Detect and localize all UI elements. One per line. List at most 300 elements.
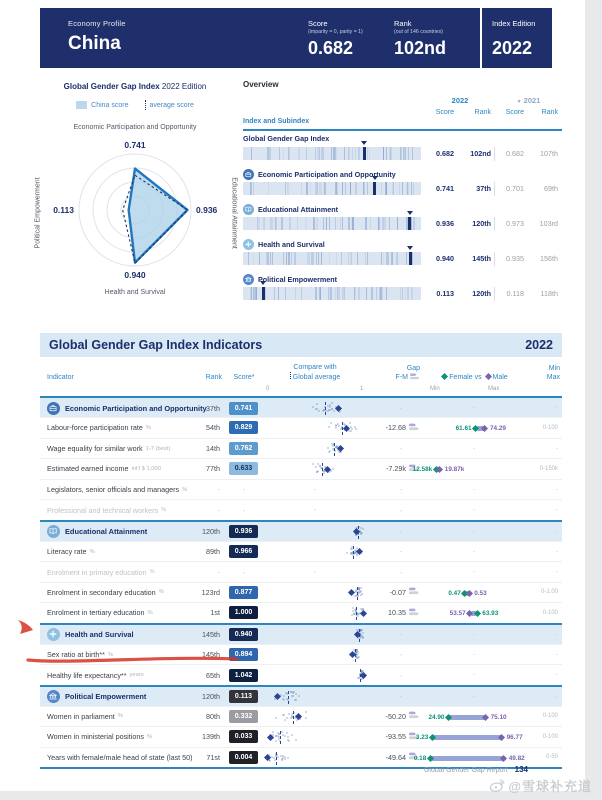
indicator-name <box>40 464 198 473</box>
col-female-vs-male <box>422 373 526 382</box>
distribution-dot <box>315 408 317 410</box>
minmax-empty: - <box>556 693 558 700</box>
radar-title <box>28 82 242 91</box>
distribution-dot <box>287 736 289 738</box>
government-icon <box>47 690 60 703</box>
distribution-tick <box>258 217 259 230</box>
distribution-dot <box>295 739 297 741</box>
indicator-rank: 65th <box>206 670 220 680</box>
gap-bars-icon <box>410 373 420 380</box>
distribution-tick <box>285 182 286 195</box>
compare-track <box>267 439 363 459</box>
overview-row-label: Educational Attainment <box>258 205 338 214</box>
gap-cell <box>366 587 422 597</box>
distribution-dot <box>282 734 284 736</box>
rank-2021: 103rd <box>539 219 558 228</box>
compare-cell <box>264 459 366 479</box>
health-icon <box>243 239 254 250</box>
distribution-dot <box>330 422 332 424</box>
indicator-rank: 120th <box>202 527 220 536</box>
indicator-row <box>40 747 562 768</box>
minmax-empty: - <box>556 507 558 513</box>
scale-max: Max <box>488 386 500 392</box>
indicator-unit: % <box>145 424 152 431</box>
score-chip: 1.000 <box>229 606 258 619</box>
minmax-empty: - <box>556 672 558 678</box>
distribution-dot <box>284 758 286 760</box>
distribution-tick <box>345 182 346 195</box>
country-marker <box>373 182 376 195</box>
distribution-tick <box>350 252 351 265</box>
compare-track <box>267 727 363 747</box>
gap-empty: - <box>399 527 402 536</box>
distribution-dot <box>349 422 351 424</box>
indicator-label: Literacy rate <box>47 547 87 556</box>
distribution-tick <box>402 182 403 195</box>
score-chip: 0.877 <box>229 586 258 599</box>
indicator-group-row <box>40 520 562 541</box>
min-value-label: 24.90 <box>428 713 445 721</box>
indicator-unit: % <box>149 569 155 575</box>
indicators-banner <box>40 333 562 357</box>
radar-legend <box>28 100 242 110</box>
indicator-name <box>40 732 198 741</box>
overview-col-rank-2021: Rank <box>541 109 558 116</box>
gap-empty: - <box>399 505 402 515</box>
distribution-dot <box>295 693 297 695</box>
distribution-tick <box>313 217 314 230</box>
distribution-strip <box>243 287 421 300</box>
column-divider <box>494 147 495 161</box>
minmax-range: 0-100 <box>542 609 558 616</box>
edition-label: Index Edition <box>492 19 536 28</box>
distribution-tick <box>319 287 320 300</box>
indicator-row <box>40 499 562 520</box>
min-value-label: 61.61 <box>455 425 472 432</box>
distribution-tick <box>392 252 393 265</box>
indicator-rank: 145th <box>202 630 220 639</box>
distribution-tick <box>326 217 327 230</box>
distribution-tick <box>285 287 286 300</box>
indicator-row <box>40 644 562 665</box>
distribution-dot <box>275 735 277 737</box>
distribution-tick <box>295 252 296 265</box>
distribution-dot <box>318 410 320 412</box>
distribution-dot <box>286 732 288 734</box>
country-name: China <box>68 33 121 54</box>
distribution-dot <box>312 406 314 408</box>
distribution-dot <box>283 695 285 697</box>
score-cell <box>224 586 264 599</box>
col-score: Score* <box>233 374 255 381</box>
page-footer <box>424 765 528 774</box>
indicator-row <box>40 479 562 500</box>
legend-average-label: average score <box>149 101 194 109</box>
government-icon <box>243 274 254 285</box>
distribution-tick <box>305 217 306 230</box>
male-diamond <box>500 754 507 761</box>
indicator-rank: 37th <box>206 403 220 413</box>
distribution-tick <box>311 252 312 265</box>
compare-cell <box>264 542 366 562</box>
watermark-text: @雪球补充道 <box>508 779 592 794</box>
distribution-tick <box>391 147 392 160</box>
distribution-tick <box>366 287 367 300</box>
scale-one: 1 <box>360 386 364 392</box>
marker-triangle-icon <box>407 211 413 218</box>
score-2021: 0.701 <box>506 184 524 193</box>
distribution-strip <box>243 147 421 160</box>
indicator-row <box>40 561 562 582</box>
male-diamond <box>482 713 489 720</box>
max-value-label: 96.77 <box>506 734 523 741</box>
overview-col-index: Index and Subindex <box>243 118 310 125</box>
distribution-tick <box>402 287 403 300</box>
gap-value: -49.64 <box>385 752 406 762</box>
indicator-label: Enrolment in tertiary education <box>47 608 145 618</box>
indicator-name <box>40 568 198 577</box>
distribution-tick <box>315 287 316 300</box>
score-empty: - <box>242 485 246 494</box>
distribution-tick <box>381 182 382 195</box>
distribution-tick <box>401 147 402 160</box>
global-average-line <box>356 607 357 620</box>
column-divider <box>494 182 495 196</box>
indicator-label: Estimated earned income <box>47 464 129 474</box>
score-chip: 1.042 <box>229 669 258 682</box>
distribution-tick <box>365 217 366 230</box>
svg-text:0.936: 0.936 <box>196 205 218 215</box>
distribution-tick <box>257 217 258 230</box>
compare-cell <box>264 603 366 623</box>
female-male-empty: - <box>472 506 476 513</box>
col-compare <box>264 363 366 382</box>
distribution-tick <box>348 217 349 230</box>
col-gap <box>366 364 420 382</box>
score-cell <box>224 525 264 538</box>
indicator-row <box>40 582 562 603</box>
distribution-tick <box>331 147 332 160</box>
distribution-dot <box>284 719 286 721</box>
indicator-name <box>40 712 198 721</box>
distribution-tick <box>379 217 380 230</box>
distribution-tick <box>301 182 302 195</box>
distribution-dot <box>362 632 364 634</box>
indicator-row <box>40 417 562 438</box>
distribution-dot <box>292 692 294 694</box>
overview-row-label: Economic Participation and Opportunity <box>258 170 396 179</box>
compare-cell <box>264 522 366 542</box>
female-male-bar <box>432 735 501 740</box>
indicator-name <box>40 402 207 415</box>
overview-col-rank-2022: Rank <box>474 109 491 116</box>
gap-empty: - <box>399 485 402 494</box>
distribution-dot <box>294 699 296 701</box>
col-vs-label: vs <box>474 374 482 381</box>
min-value-label: 0.47 <box>448 589 461 597</box>
distribution-dot <box>351 614 353 616</box>
overview-row <box>243 236 562 271</box>
distribution-tick <box>316 217 317 230</box>
global-average-line <box>280 731 281 744</box>
distribution-tick <box>340 217 341 230</box>
score-2021: 0.118 <box>506 289 524 298</box>
distribution-tick <box>298 147 299 160</box>
distribution-dot <box>337 423 339 425</box>
distribution-tick <box>382 217 383 230</box>
overview-col-score-2021: Score <box>505 109 524 116</box>
indicator-name <box>40 485 198 494</box>
score-chip: 0.936 <box>229 525 258 538</box>
briefcase-icon <box>47 402 60 415</box>
book-icon <box>47 525 60 538</box>
distribution-tick <box>351 252 352 265</box>
rank-2022: 120th <box>472 289 491 298</box>
distribution-tick <box>329 252 330 265</box>
max-value-label: 74.29 <box>489 425 506 432</box>
distribution-tick <box>320 182 321 195</box>
min-value-label: 12.58k <box>412 466 433 473</box>
compare-cell <box>264 625 366 645</box>
score-cell <box>224 730 264 743</box>
gap-empty: - <box>399 567 402 577</box>
indicator-row <box>40 726 562 747</box>
distribution-tick <box>386 287 387 300</box>
distribution-tick <box>263 217 264 230</box>
score-chip: 0.894 <box>229 648 258 661</box>
distribution-tick <box>338 287 339 300</box>
distribution-tick <box>330 287 331 300</box>
compare-track <box>267 687 363 707</box>
distribution-tick <box>405 147 406 160</box>
overview-year-2021 <box>495 96 562 105</box>
gap-empty: - <box>399 650 402 659</box>
distribution-dot <box>282 755 284 757</box>
indicator-row <box>40 541 562 562</box>
distribution-dot <box>275 717 277 719</box>
country-marker <box>409 252 412 265</box>
distribution-tick <box>274 287 275 300</box>
distribution-dot <box>322 410 324 412</box>
max-value-label: 19.87k <box>444 466 465 473</box>
indicator-rank: 80th <box>206 711 220 721</box>
female-male-empty: - <box>472 671 476 678</box>
gap-empty: - <box>399 670 402 680</box>
distribution-tick <box>297 217 298 230</box>
distribution-tick <box>413 182 414 195</box>
rank-2022: 120th <box>472 219 491 228</box>
indicators-section <box>40 333 562 769</box>
female-male-empty: - <box>472 568 476 575</box>
col-rank: Rank <box>205 374 222 381</box>
distribution-tick <box>318 252 319 265</box>
compare-cell <box>264 687 366 707</box>
overview-row-label: Health and Survival <box>258 240 325 249</box>
minmax-range: 0-100 <box>542 733 558 740</box>
female-male-empty: - <box>472 650 476 658</box>
col-gap-line1: Gap <box>406 365 420 372</box>
score-cell <box>224 442 264 455</box>
minmax-empty: - <box>556 486 558 493</box>
indicator-rank: 145th <box>202 650 220 659</box>
legend-average-score <box>145 100 194 110</box>
distribution-tick <box>321 252 322 265</box>
distribution-tick <box>310 182 311 195</box>
min-value-label: 0.18 <box>413 754 427 762</box>
minmax-empty: - <box>556 631 558 638</box>
distribution-tick <box>349 147 350 160</box>
distribution-strip <box>243 182 421 195</box>
col-min-label: Min <box>548 365 560 372</box>
distribution-tick <box>315 147 316 160</box>
weibo-logo-icon <box>488 777 505 794</box>
compare-cell <box>264 583 366 603</box>
indicator-group-row <box>40 685 562 706</box>
score-chip: 0.033 <box>229 730 258 743</box>
indicator-label: Enrolment in secondary education <box>47 587 156 597</box>
minmax-range: 0-50 <box>545 754 558 761</box>
distribution-tick <box>336 182 337 195</box>
indicator-rank: 71st <box>206 752 220 762</box>
score-label: Score <box>308 19 328 28</box>
indicator-name <box>40 588 198 597</box>
indicator-unit: years <box>129 672 144 678</box>
distribution-dot <box>327 447 329 449</box>
compare-track <box>267 665 363 685</box>
score-chip: 0.940 <box>229 628 258 641</box>
indicator-group-label: Economic Participation and Opportunity <box>65 403 207 413</box>
distribution-tick <box>270 252 271 265</box>
rank-label: Rank <box>394 19 412 28</box>
sort-desc-icon: ▼ <box>516 99 522 105</box>
distribution-tick <box>383 252 384 265</box>
col-compare-line1: Compare with <box>293 364 337 371</box>
distribution-tick <box>278 287 279 300</box>
score-value: 0.682 <box>308 38 354 58</box>
col-minmax <box>526 364 560 382</box>
compare-cell <box>264 418 366 438</box>
distribution-dot <box>328 426 330 428</box>
indicator-label: Enrolment in primary education <box>47 567 147 577</box>
distribution-dot <box>327 405 329 407</box>
distribution-tick <box>253 287 254 300</box>
distribution-dot <box>343 423 345 425</box>
compare-track <box>267 542 363 562</box>
max-value-label: 49.82 <box>508 754 525 762</box>
indicator-rank: 120th <box>202 692 220 701</box>
distribution-tick <box>388 252 389 265</box>
indicator-label: Healthy life expectancy** <box>47 670 127 680</box>
distribution-tick <box>408 147 409 160</box>
score-cell <box>224 690 264 703</box>
distribution-tick <box>248 252 249 265</box>
radar-axis-economic: Economic Participation and Opportunity <box>73 124 197 131</box>
score-2021: 0.973 <box>506 219 524 228</box>
distribution-tick <box>253 182 254 195</box>
score-chip: 0.004 <box>229 751 258 764</box>
briefcase-icon <box>243 169 254 180</box>
distribution-tick <box>291 252 292 265</box>
gap-bars-icon <box>409 608 420 618</box>
distribution-dot <box>316 471 318 473</box>
marker-triangle-icon <box>372 176 378 183</box>
compare-cell <box>264 707 366 727</box>
col-compare-line2-label: Global average <box>292 374 341 381</box>
score-chip: 0.762 <box>229 442 258 455</box>
score-chip: 0.966 <box>229 545 258 558</box>
distribution-tick <box>389 217 390 230</box>
report-name: Global Gender Gap Report <box>423 767 508 774</box>
minmax-range: 0-100 <box>542 424 558 431</box>
compare-track <box>267 748 363 768</box>
compare-cell: - <box>313 567 317 576</box>
overview-row-name <box>243 134 329 143</box>
distribution-dot <box>323 472 325 474</box>
distribution-tick <box>288 252 289 265</box>
score-2021: 0.682 <box>506 149 524 158</box>
rank-empty: - <box>217 485 220 494</box>
min-value-label: 3.23 <box>415 734 429 741</box>
distribution-tick <box>259 252 260 265</box>
indicator-label: Legislators, senior officials and managers <box>47 485 180 494</box>
distribution-dot <box>328 451 330 453</box>
minmax-empty: - <box>556 528 558 535</box>
distribution-tick <box>319 182 320 195</box>
indicator-rank: 77th <box>206 464 220 474</box>
gap-cell <box>366 711 422 721</box>
distribution-tick <box>323 147 324 160</box>
col-max-label: Max <box>546 374 560 381</box>
radar-chart <box>33 134 237 286</box>
distribution-dot <box>292 695 294 697</box>
distribution-tick <box>336 252 337 265</box>
indicator-name <box>40 690 198 703</box>
distribution-tick <box>344 287 345 300</box>
distribution-tick <box>400 287 401 300</box>
male-diamond-icon <box>484 373 491 380</box>
distribution-dot <box>316 403 318 405</box>
distribution-tick <box>271 217 272 230</box>
distribution-tick <box>367 147 368 160</box>
gap-value: -50.20 <box>385 711 406 721</box>
overview-row-label: Global Gender Gap Index <box>243 134 330 143</box>
female-male-empty: - <box>472 547 476 555</box>
indicator-rank: 54th <box>206 423 220 433</box>
economy-profile-header <box>40 8 552 68</box>
distribution-dot <box>284 735 286 737</box>
distribution-dot <box>272 731 274 733</box>
global-average-line <box>353 546 354 559</box>
overview-table-header <box>243 89 562 131</box>
distribution-dot <box>331 408 333 410</box>
distribution-dot <box>351 548 353 550</box>
scale-min: Min <box>430 386 440 392</box>
female-male-empty: - <box>472 404 476 411</box>
distribution-tick <box>281 217 282 230</box>
compare-track <box>267 625 363 645</box>
rank-2022: 102nd <box>470 149 491 158</box>
indicator-label: Wage equality for similar work <box>47 444 143 453</box>
col-gap-fm-label: F-M <box>395 374 408 381</box>
overview-row-name <box>243 239 325 250</box>
indicator-name <box>40 525 198 538</box>
female-male-cell <box>422 603 526 623</box>
col-indicator: Indicator <box>47 374 74 381</box>
indicator-rank: 139th <box>202 732 220 742</box>
radar-axis-health: Health and Survival <box>104 289 166 296</box>
overview-rows <box>243 131 562 306</box>
minmax-empty: - <box>556 405 558 411</box>
